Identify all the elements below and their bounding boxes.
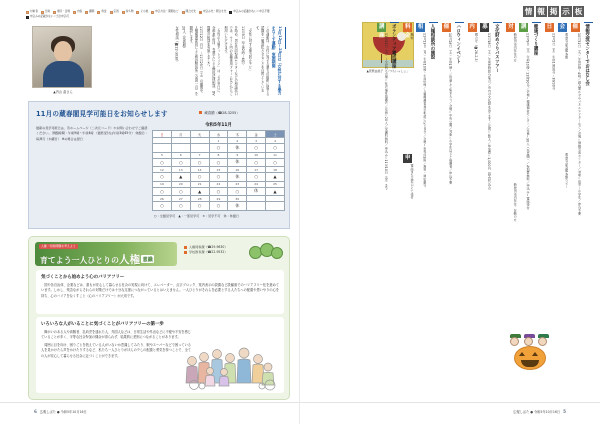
article-column: 「女性に対する暴力防止ナビ」 — [247, 26, 252, 73]
day-mark: ○ — [209, 158, 228, 167]
masthead-char: 板 — [574, 7, 583, 16]
contact-swatch-icon — [199, 111, 202, 114]
news-column — [351, 22, 362, 396]
section1-heading: 気づくことから始めよう心のバリアフリー — [41, 275, 125, 280]
day-number: 10 — [247, 152, 266, 158]
day-mark — [247, 202, 266, 211]
legend-swatch — [199, 11, 202, 14]
calendar-mark-row — [153, 158, 285, 167]
day-number: 1 — [209, 138, 228, 144]
day-mark — [171, 144, 190, 153]
weekday-header: 木 — [228, 131, 247, 138]
masthead-char: 掲 — [549, 7, 558, 16]
legend-item — [26, 11, 38, 14]
day-number: 18 — [266, 167, 285, 173]
photo-caption: ▲内山 晶さん — [53, 90, 73, 94]
weekday-header: 金 — [247, 131, 266, 138]
category-tag: 会場 — [559, 24, 566, 39]
news-column — [402, 22, 413, 396]
day-mark: ○ — [153, 173, 172, 182]
kurashunkaku-box — [28, 101, 290, 229]
day-mark: 休 — [228, 144, 247, 153]
legend-item — [26, 16, 69, 19]
news-column — [454, 22, 465, 396]
kid-head-shape — [510, 337, 519, 346]
day-mark: ○ — [190, 173, 209, 182]
kurashunkaku-note: 最新の見学可能日は、市ホームページ（二次元コード）やお問い合わせでご確認ください。 開館時間：午前9時〜午後4時 （最終受付は午後3時45分） 休館日：毎週月（木曜日） ※の場合は翌日 — [36, 126, 148, 141]
legend-label: 対象者 — [30, 10, 38, 14]
legend-swatch — [26, 16, 29, 19]
day-mark: ▲ — [266, 173, 285, 182]
headline-rule — [285, 27, 286, 49]
day-number: 9 — [228, 152, 247, 158]
article-column: 女性相談（☎22-3030） — [174, 26, 179, 64]
news-column — [441, 22, 452, 396]
day-mark: ○ — [153, 158, 172, 167]
human-rights-title — [40, 252, 154, 267]
legend-item — [97, 11, 106, 14]
day-mark: ○ — [190, 202, 209, 211]
weekday-header: 火 — [190, 131, 209, 138]
section-heading: 人権相談所の開設 — [429, 24, 435, 60]
section-heading: 文化財めぐりバスツアー — [494, 24, 500, 73]
day-mark: ○ — [171, 187, 190, 196]
category-tag: 募集 — [482, 24, 488, 39]
day-mark: ○ — [209, 202, 228, 211]
day-number: 15 — [209, 167, 228, 173]
legend-label: 持ち物 — [125, 10, 134, 14]
day-mark: ○ — [247, 144, 266, 153]
news-column — [415, 22, 426, 396]
news-column — [376, 22, 387, 396]
day-number: 30 — [228, 196, 247, 202]
article-column: 11月12日（日）〜11月25日（土）の期間中、人権擁護委員による特設相談所（全国一斉）を開設します。 — [188, 26, 204, 96]
contact-swatch-icon — [184, 246, 187, 249]
legend-swatch — [122, 11, 125, 14]
legend-label: その他 — [140, 10, 149, 14]
news-column — [389, 22, 400, 396]
day-number: 3 — [247, 138, 266, 144]
legend-item — [110, 11, 119, 14]
kid-head-shape — [524, 337, 533, 346]
section2-heading: いろいろな人がいることに気づくことがバリアフリーの第一歩 — [41, 322, 164, 327]
day-mark: ○ — [171, 158, 190, 167]
section-heading: ハロウィンイベント — [455, 24, 461, 64]
column-head: 新発田市内在住の方 — [512, 33, 517, 62]
interviewee-photo — [32, 26, 92, 88]
day-number: 11 — [266, 152, 285, 158]
weekday-header: 土 — [266, 131, 285, 138]
day-number: 5 — [153, 152, 172, 158]
human-rights-banner — [35, 242, 177, 266]
day-number: 14 — [190, 167, 209, 173]
day-number: 26 — [153, 196, 172, 202]
section-heading: 情報交流センターでおはなし会 — [584, 24, 590, 86]
calendar-mark-row — [153, 202, 285, 211]
article-column: 11月5日（午後2時〜4時） — [240, 26, 245, 67]
weekday-header: 日 — [153, 131, 172, 138]
news-column — [583, 22, 594, 396]
day-number: 4 — [266, 138, 285, 144]
people-svg — [184, 345, 280, 391]
legend-label: 講師 — [89, 10, 95, 14]
day-number: 22 — [209, 181, 228, 187]
legend-item — [53, 11, 70, 14]
footer-right — [513, 409, 566, 414]
weekday-header: 水 — [209, 131, 228, 138]
legend-label: 定員 — [113, 10, 119, 14]
category-legend — [26, 11, 274, 19]
legend-label: 場所・会場 — [56, 10, 70, 14]
section-body: 10月28日（土）午後1時〜／仮装して集まろう／会場＝中央公園／対象＝小学生以下と保護者／申込不要 — [448, 33, 453, 185]
article-column: 「女性の人権ホットライン」は、その窓口に、令和4年度は、弁護士による無料法律相談、DV問題の相談を実施しました。 — [206, 26, 221, 96]
kurashunkaku-title: 11月の蔵春閣見学可能日をお知らせします — [36, 110, 168, 118]
day-number: 21 — [190, 181, 209, 187]
halloween-illustration — [508, 332, 552, 372]
bird-artwork-caption: ▲菅熊由美子「いつもいっしょ」 — [366, 69, 410, 73]
legend-label: 内容 — [76, 10, 83, 14]
legend-item — [199, 11, 226, 14]
legend-label: 申込みの記載がない＝申込不要 — [233, 10, 270, 14]
legend-item — [136, 11, 148, 14]
legend-swatch — [85, 11, 88, 14]
footer-text-left: 広報しばた ● 令和5年10月16日 — [39, 410, 87, 414]
legend-swatch — [73, 11, 76, 14]
legend-item — [73, 11, 82, 14]
legend-label: 問合せ先 — [185, 10, 196, 14]
article-column: を始め、男女共同参画センターなどの相談窓口では、サイト内の各種専用フォームなどからご利用いただけます。 — [223, 26, 238, 96]
legend-item — [85, 11, 94, 14]
column-head: 紫雲寺記念館本館 — [564, 33, 569, 59]
section2-body-2: 周囲に目を向け、困りごとを抱えている人がいないか意識してみたり、駅やスーパーなどで困っている人を見かけたら声をかけたりするなど、私たち一人ひとりがほんの少しの配慮と勇気を持つことで、全ての人が安心して暮らせる社会に近づくことができます。 — [41, 342, 191, 359]
section-rule — [455, 22, 464, 23]
top-article — [100, 26, 286, 98]
legend-item — [122, 11, 134, 14]
category-tag: 催し — [572, 24, 578, 39]
pumpkin-eye-shape — [532, 352, 538, 356]
contact-row — [184, 250, 227, 255]
day-mark: ○ — [153, 187, 172, 196]
day-mark: 休 — [228, 158, 247, 167]
article-column: この運動は、女性に対する暴力の根絶に関する認識を一層深化させることを目的としています。 — [255, 26, 270, 96]
calendar-body — [153, 138, 285, 211]
legend-item — [41, 11, 50, 14]
section-rule — [584, 22, 593, 23]
section-rule — [429, 22, 438, 23]
day-mark: ▲ — [266, 187, 285, 196]
weekday-header: 月 — [171, 131, 190, 138]
calendar-mark-row — [153, 187, 285, 196]
legend-swatch — [41, 11, 44, 14]
kid-figure — [510, 334, 521, 347]
human-rights-kicker: 人権・同和問題を考えよう — [41, 244, 76, 249]
day-number: 16 — [228, 167, 247, 173]
legend-swatch — [53, 11, 56, 14]
day-number: 8 — [209, 152, 228, 158]
day-mark: ○ — [209, 187, 228, 196]
day-mark: ○ — [266, 144, 285, 153]
visit-calendar-table — [152, 130, 285, 211]
contact-text: 人権同和課（☎29-9630） — [189, 245, 228, 249]
right-page — [300, 0, 600, 424]
news-column — [492, 22, 503, 396]
category-tag: 日時 — [546, 24, 553, 39]
day-number: 19 — [153, 181, 172, 187]
day-mark: 休 — [247, 187, 266, 196]
legend-swatch — [26, 11, 29, 14]
contact-text: 蔵春閣（☎28-3255） — [204, 111, 240, 115]
pumpkin-eye-shape — [519, 352, 525, 356]
category-tag: 講座 — [520, 24, 527, 39]
kurashunkaku-contact — [199, 110, 240, 115]
legend-label: 申込み先・問合せ先 — [202, 10, 227, 14]
day-number: 27 — [171, 196, 190, 202]
footer-divider — [300, 402, 600, 403]
footer-left — [34, 409, 87, 414]
section-rule — [532, 22, 541, 23]
day-number: 13 — [171, 167, 190, 173]
day-mark: ▲ — [190, 187, 209, 196]
title-badge: 意識 — [142, 256, 153, 263]
day-mark: 休 — [228, 173, 247, 182]
legend-swatch — [136, 11, 139, 14]
day-mark: ○ — [266, 158, 285, 167]
day-mark: ▲ — [171, 173, 190, 182]
section-rule — [493, 22, 502, 23]
page-number-left: 6 — [34, 409, 37, 414]
article-headline: 11月12日〜25日は「女性に対する暴力をなくす運動」実施期間 — [272, 26, 283, 96]
category-tag: 講座 — [379, 24, 385, 39]
legend-item — [151, 11, 178, 14]
footer-text-right: 広報しばた ● 令和5年10月16日 — [513, 410, 561, 414]
title-pre: 育てよう一人ひとりの — [40, 255, 119, 265]
column-text: 新発田市内在住・在勤の方 — [512, 183, 517, 222]
section-body: 11月9日（木）午前10時〜11時30分／会場＝健康福祉センター／定員＝30人（先着順）／参加費無料／申込み＝電話受付 — [525, 33, 530, 210]
category-tag: 催し — [443, 24, 450, 39]
calendar-legend: ○：全館見学可 ▲：一部見学可 ×：見学不可 休：休館日 — [154, 213, 240, 218]
calendar-mark-row — [153, 173, 285, 182]
section-rule — [390, 22, 399, 23]
day-number: 25 — [266, 181, 285, 187]
day-mark — [190, 144, 209, 153]
human-rights-section-1 — [36, 270, 284, 314]
photo-head-shape — [54, 41, 72, 62]
photo-body-shape — [43, 61, 84, 88]
category-tag: 内容 — [469, 24, 475, 39]
section-heading: 健康づくり講座 — [533, 24, 539, 55]
day-number: 2 — [228, 138, 247, 144]
legend-swatch — [97, 11, 100, 14]
article-column: 20人（先着順） — [181, 26, 186, 50]
section-body: 10月31日（火）午後3時〜4時／読み聞かせやパネルシアターなど／会場＝情報交流センター／対象＝幼児〜小学生／申込不要 — [577, 33, 582, 215]
diverse-people-illustration — [184, 345, 280, 391]
kid-figure — [538, 334, 549, 347]
section-heading: ボランティア養成講座 — [391, 24, 397, 69]
column-text: 問合せ（☎26-2-3） — [473, 33, 478, 64]
day-number: 6 — [171, 152, 190, 158]
calendar-header-row — [153, 131, 285, 138]
section2-body-1: 障がいのある人や高齢者、乳幼児を連れた人、外国人などは、日常生活や外出などに不便や不安を感じていることが多く、平等な社会参加の機会が得られず、結果的に差別につながることがあります。 — [41, 329, 191, 340]
section-body: 11月18日（土）午前8時30分集合／市内の文化財を巡ります／定員＝40人／参加費＝1,000円（昼食代込み） — [486, 33, 491, 193]
day-number: 29 — [209, 196, 228, 202]
masthead-char: 示 — [562, 7, 570, 16]
legend-label: 料金 — [101, 10, 107, 14]
column-text: 紫雲寺記念館本館ロビー — [564, 153, 569, 189]
legend-item — [182, 11, 196, 14]
column-text: 電話または窓口にて受付 — [409, 164, 414, 200]
column-text: 無料 — [409, 33, 414, 40]
legend-item — [229, 11, 269, 14]
legend-swatch — [110, 11, 113, 14]
page-number-right: 5 — [563, 409, 566, 414]
legend-label: 日時 — [44, 10, 50, 14]
masthead-char: 情 — [524, 7, 533, 16]
day-number: 24 — [247, 181, 266, 187]
mascot-icon — [249, 242, 283, 264]
calendar-mark-row — [153, 144, 285, 153]
calendar-wrap — [152, 122, 285, 218]
footer-divider — [0, 402, 299, 403]
day-mark: 休 — [228, 202, 247, 211]
day-mark: ○ — [228, 187, 247, 196]
news-column — [428, 22, 439, 396]
news-column — [570, 22, 581, 396]
day-mark: ○ — [153, 202, 172, 211]
day-mark — [153, 144, 172, 153]
kid-head-shape — [538, 337, 547, 346]
category-tag: 相談 — [417, 24, 424, 39]
legend-swatch — [151, 11, 154, 14]
mascot-blob — [271, 247, 283, 259]
legend-label: 申込みの記載がない＝当日申込可 — [30, 14, 69, 18]
day-number: 28 — [190, 196, 209, 202]
day-mark: ○ — [209, 173, 228, 182]
column-text: 11月2日（木）午後1時30分〜3時30分 — [551, 33, 556, 91]
contact-text: 学校教育課（☎22-9532） — [189, 250, 228, 255]
section-body: 11月13日（月）午前10時〜午後3時／人権擁護委員が相談に応じます／会場＝市役所1階／無料・秘密厳守 — [422, 33, 427, 188]
human-rights-contacts — [184, 245, 227, 256]
contact-swatch-icon — [184, 251, 187, 254]
day-mark — [266, 202, 285, 211]
news-column — [479, 22, 490, 396]
category-tag: 料金 — [404, 24, 411, 39]
news-column — [363, 22, 374, 396]
legend-label: 申込方法・期間など — [155, 10, 179, 14]
section-body: 11月21日（火）〜全3回／会場＝社会福祉協議会／定員＝20人／受講料無料／申込み＝11月10日（金）まで — [383, 33, 388, 191]
human-rights-section-2 — [36, 317, 284, 393]
category-tag: 対象 — [508, 24, 514, 39]
category-tag: 申込 — [404, 155, 411, 170]
human-rights-box — [28, 236, 290, 400]
day-mark: ○ — [247, 173, 266, 182]
masthead-char: 報 — [537, 7, 545, 16]
day-mark: ○ — [209, 144, 228, 153]
day-mark: ○ — [171, 202, 190, 211]
section1-body: 国や各自治体、企業などは、誰もが安心して暮らせる社会の実現に向けて、エレベーター、点字ブロック、案内表示の設置など設備面でのバリアフリー化を進めています。しかし、残念ながらそれらの対策だけでは十分な支援につながっているとはいえません。一人ひとりがそれらを必要とする人たちへの配慮や思いやりの心を持ち、心のバリアをなくすこと（心のバリアフリー）が大切です。 — [41, 282, 279, 299]
calendar-month-label: 令和5年11月 — [205, 123, 232, 128]
masthead — [523, 6, 584, 17]
day-number: 7 — [190, 152, 209, 158]
day-number: 12 — [153, 167, 172, 173]
day-number: 23 — [228, 181, 247, 187]
day-mark: ○ — [190, 158, 209, 167]
day-number: 17 — [247, 167, 266, 173]
news-column — [467, 22, 478, 396]
day-number: 20 — [171, 181, 190, 187]
day-mark: ○ — [247, 158, 266, 167]
news-column — [557, 22, 568, 396]
title-big: 人権 — [118, 253, 141, 266]
legend-swatch — [229, 11, 232, 14]
legend-swatch — [182, 11, 185, 14]
